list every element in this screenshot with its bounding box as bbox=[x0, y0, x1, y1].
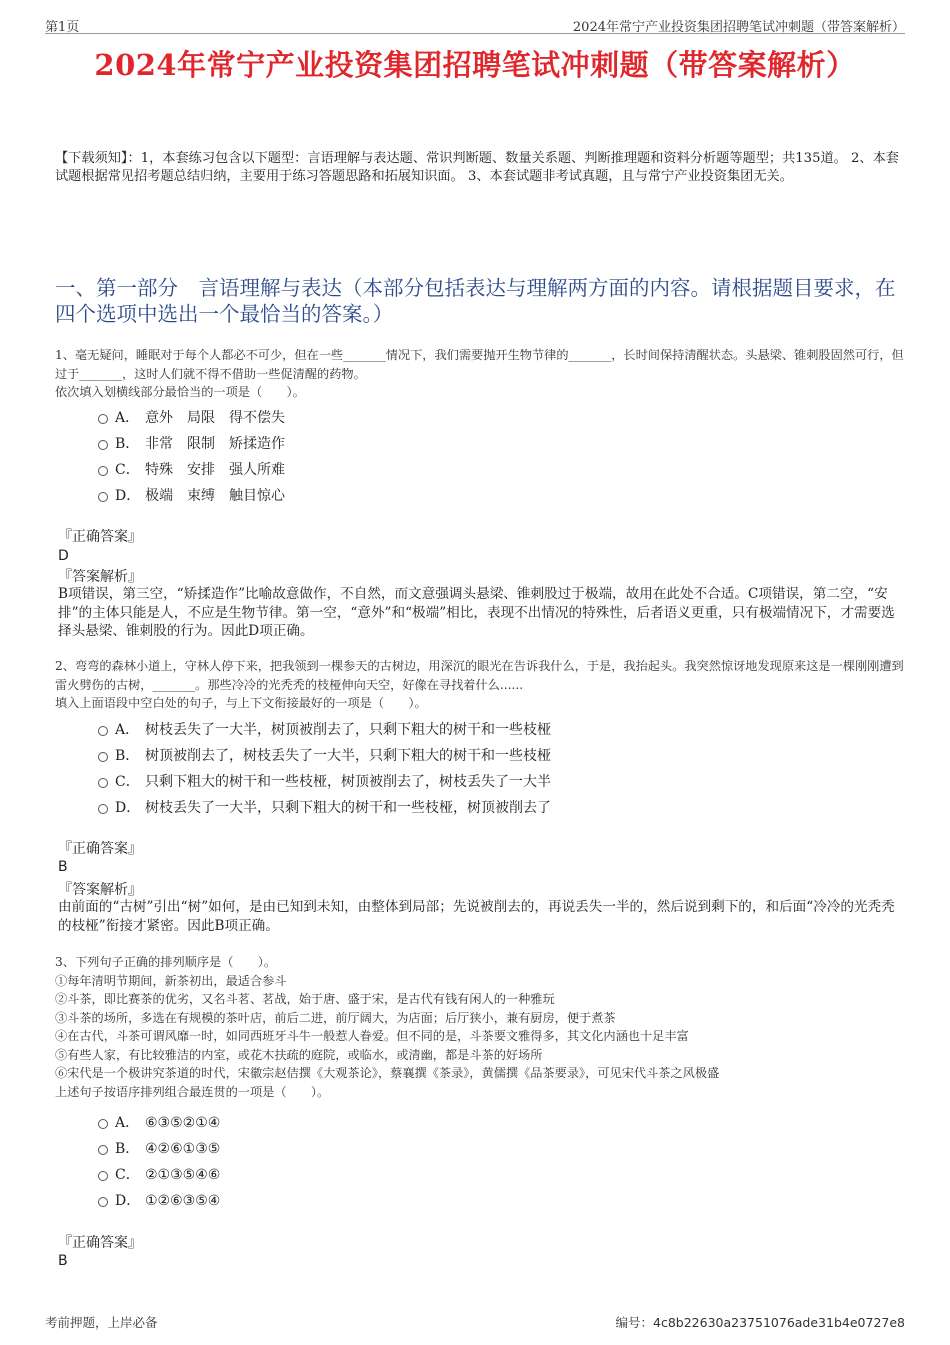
radio-button[interactable] bbox=[98, 752, 108, 762]
footer-code-value: 4c8b22630a23751076ade31b4e0727e8 bbox=[653, 1315, 905, 1330]
radio-button[interactable] bbox=[98, 1119, 108, 1129]
radio-button[interactable] bbox=[98, 440, 108, 450]
question-3-sentence: ⑥宋代是一个极讲究茶道的时代，宋徽宗赵佶撰《大观茶论》，蔡襄撰《茶录》，黄儒撰《品茶要录》，可见宋代斗茶之风极盛 bbox=[55, 1066, 720, 1080]
q1-answer-value: D bbox=[58, 548, 69, 564]
footer-slogan: 考前押题，上岸必备 bbox=[45, 1315, 158, 1330]
q1-option-c[interactable]: C． 特殊 安排 强人所难 bbox=[95, 457, 895, 483]
q2-answer-label: 『正确答案』 bbox=[58, 841, 142, 857]
radio-button[interactable] bbox=[98, 1197, 108, 1207]
document-title: 2024年常宁产业投资集团招聘笔试冲刺题（带答案解析） bbox=[94, 48, 856, 82]
question-1-stem bbox=[55, 346, 905, 402]
question-3-sentence: ④在古代，斗茶可谓风靡一时，如同西班牙斗牛一般惹人眷爱。但不同的是，斗茶要文雅得多，其文化内涵也十足丰富 bbox=[55, 1029, 689, 1043]
radio-button[interactable] bbox=[98, 778, 108, 788]
footer-code-label: 编号： bbox=[615, 1315, 654, 1330]
header-doc-title: 2024年常宁产业投资集团招聘笔试冲刺题（带答案解析） bbox=[572, 20, 905, 35]
radio-button[interactable] bbox=[98, 492, 108, 502]
q2-option-a[interactable]: A． 树枝丢失了一大半，树顶被削去了，只剩下粗大的树干和一些枝桠 bbox=[95, 717, 895, 743]
q2-answer-value: B bbox=[58, 859, 68, 875]
q3-option-d[interactable]: D． ①②⑥③⑤④ bbox=[95, 1188, 895, 1214]
question-3-sentence: ⑤有些人家，有比较雅洁的内室，或花木扶疏的庭院，或临水，或清幽，都是斗茶的好场所 bbox=[55, 1047, 543, 1062]
q2-explanation: 由前面的“古树”引出“树”如何，是由已知到未知，由整体到局部；先说被削去的，再说丢失一半的，然后说到剩下的，和后面“冷冷的光秃秃的枝桠”衔接才紧密。因此B项正确。 bbox=[58, 899, 895, 934]
radio-button[interactable] bbox=[98, 1145, 108, 1155]
download-notice: 【下载须知】：1，本套练习包含以下题型：言语理解与表达题、常识判断题、数量关系题、判断推理题和资料分析题等题型；共135道。 2、本套试题根据常见招考题总结归纳，主要用于练习答题思路和拓展知识面。 3、本套试题非考试真题，且与常宁产业投资集团无关。 bbox=[55, 151, 899, 184]
radio-button[interactable] bbox=[98, 726, 108, 736]
q1-explain-label: 『答案解析』 bbox=[58, 569, 142, 585]
q1-option-b[interactable]: B． 非常 限制 矫揉造作 bbox=[95, 431, 895, 457]
radio-button[interactable] bbox=[98, 466, 108, 476]
section-heading: 一、第一部分 言语理解与表达（本部分包括表达与理解两方面的内容。请根据题目要求，在四个选项中选出一个最恰当的答案。） bbox=[55, 276, 896, 326]
q3-option-b[interactable]: B． ④②⑥①③⑤ bbox=[95, 1136, 895, 1162]
footer-code bbox=[616, 1313, 906, 1331]
q3-answer-label: 『正确答案』 bbox=[58, 1235, 142, 1251]
question-3-stem bbox=[55, 953, 905, 1101]
q2-option-b[interactable]: B． 树顶被削去了，树枝丢失了一大半，只剩下粗大的树干和一些枝桠 bbox=[95, 743, 895, 769]
q3-answer-value: B bbox=[58, 1253, 68, 1269]
question-3-sentence: ③斗茶的场所，多选在有规模的茶叶店，前后二进，前厅阔大，为店面；后厅狭小，兼有厨房，便于煮茶 bbox=[55, 1010, 616, 1025]
q2-option-c[interactable]: C． 只剩下粗大的树干和一些枝桠，树顶被削去了，树枝丢失了一大半 bbox=[95, 769, 895, 795]
q1-explanation: B项错误，第三空，“矫揉造作”比喻故意做作，不自然，而文意强调头悬梁、锥刺股过于极端，故用在此处不合适。C项错误，第二空，“安排”的主体只能是人，不应是生物节律。第一空，“意外”和“极端”相比，表现不出情况的特殊性，后者语义更重，只有极端情况下，才需要选择头悬梁、锥刺股的行为。因此D项正确。 bbox=[58, 586, 895, 639]
q1-option-a[interactable]: A． 意外 局限 得不偿失 bbox=[95, 405, 895, 431]
question-2-prompt: 填入上面语段中空白处的句子，与上下文衔接最好的一项是（ ）。 bbox=[55, 696, 427, 710]
question-3-prompt: 上述句子按语序排列组合最连贯的一项是（ ）。 bbox=[55, 1084, 330, 1099]
q2-explain-label: 『答案解析』 bbox=[58, 882, 142, 898]
radio-button[interactable] bbox=[98, 1171, 108, 1181]
question-1-prompt: 依次填入划横线部分最恰当的一项是（ ）。 bbox=[55, 385, 305, 399]
q3-option-c[interactable]: C． ②①③⑤④⑥ bbox=[95, 1162, 895, 1188]
question-3-sentence: ②斗茶，即比赛茶的优劣，又名斗茗、茗战，始于唐、盛于宋，是古代有钱有闲人的一种雅玩 bbox=[55, 992, 555, 1006]
page-header bbox=[45, 14, 905, 34]
question-2-options bbox=[95, 717, 895, 821]
radio-button[interactable] bbox=[98, 414, 108, 424]
q1-option-d[interactable]: D． 极端 束缚 触目惊心 bbox=[95, 483, 895, 509]
question-2-text: 2、弯弯的森林小道上，守林人停下来，把我领到一棵参天的古树边，用深沉的眼光在告诉我什么，于是，我抬起头。我突然惊讶地发现原来这是一棵刚刚遭到雷火劈伤的古树，_______。那些冷冷的光秃秃的枝桠伸向天空，好像在寻找着什么...... bbox=[55, 659, 904, 692]
page-number: 第1页 bbox=[45, 20, 80, 35]
question-2-stem bbox=[55, 657, 905, 713]
question-3-sentence: ①每年清明节期间，新茶初出，最适合参斗 bbox=[55, 973, 287, 988]
question-1-text: 1、毫无疑问，睡眠对于每个人都必不可少，但在一些_______情况下，我们需要抛开生物节律的_______，长时间保持清醒状态。头悬梁、锥刺股固然可行，但过于_______，这时人们就不得不借助一些促清醒的药物。 bbox=[55, 348, 904, 381]
q1-answer-label: 『正确答案』 bbox=[58, 529, 142, 545]
question-1-options bbox=[95, 405, 895, 509]
radio-button[interactable] bbox=[98, 804, 108, 814]
q3-option-a[interactable]: A． ⑥③⑤②①④ bbox=[95, 1110, 895, 1136]
question-3-text: 3、下列句子正确的排列顺序是（ ）。 bbox=[55, 955, 277, 969]
q2-option-d[interactable]: D． 树枝丢失了一大半，只剩下粗大的树干和一些枝桠，树顶被削去了 bbox=[95, 795, 895, 821]
question-3-options bbox=[95, 1110, 895, 1214]
